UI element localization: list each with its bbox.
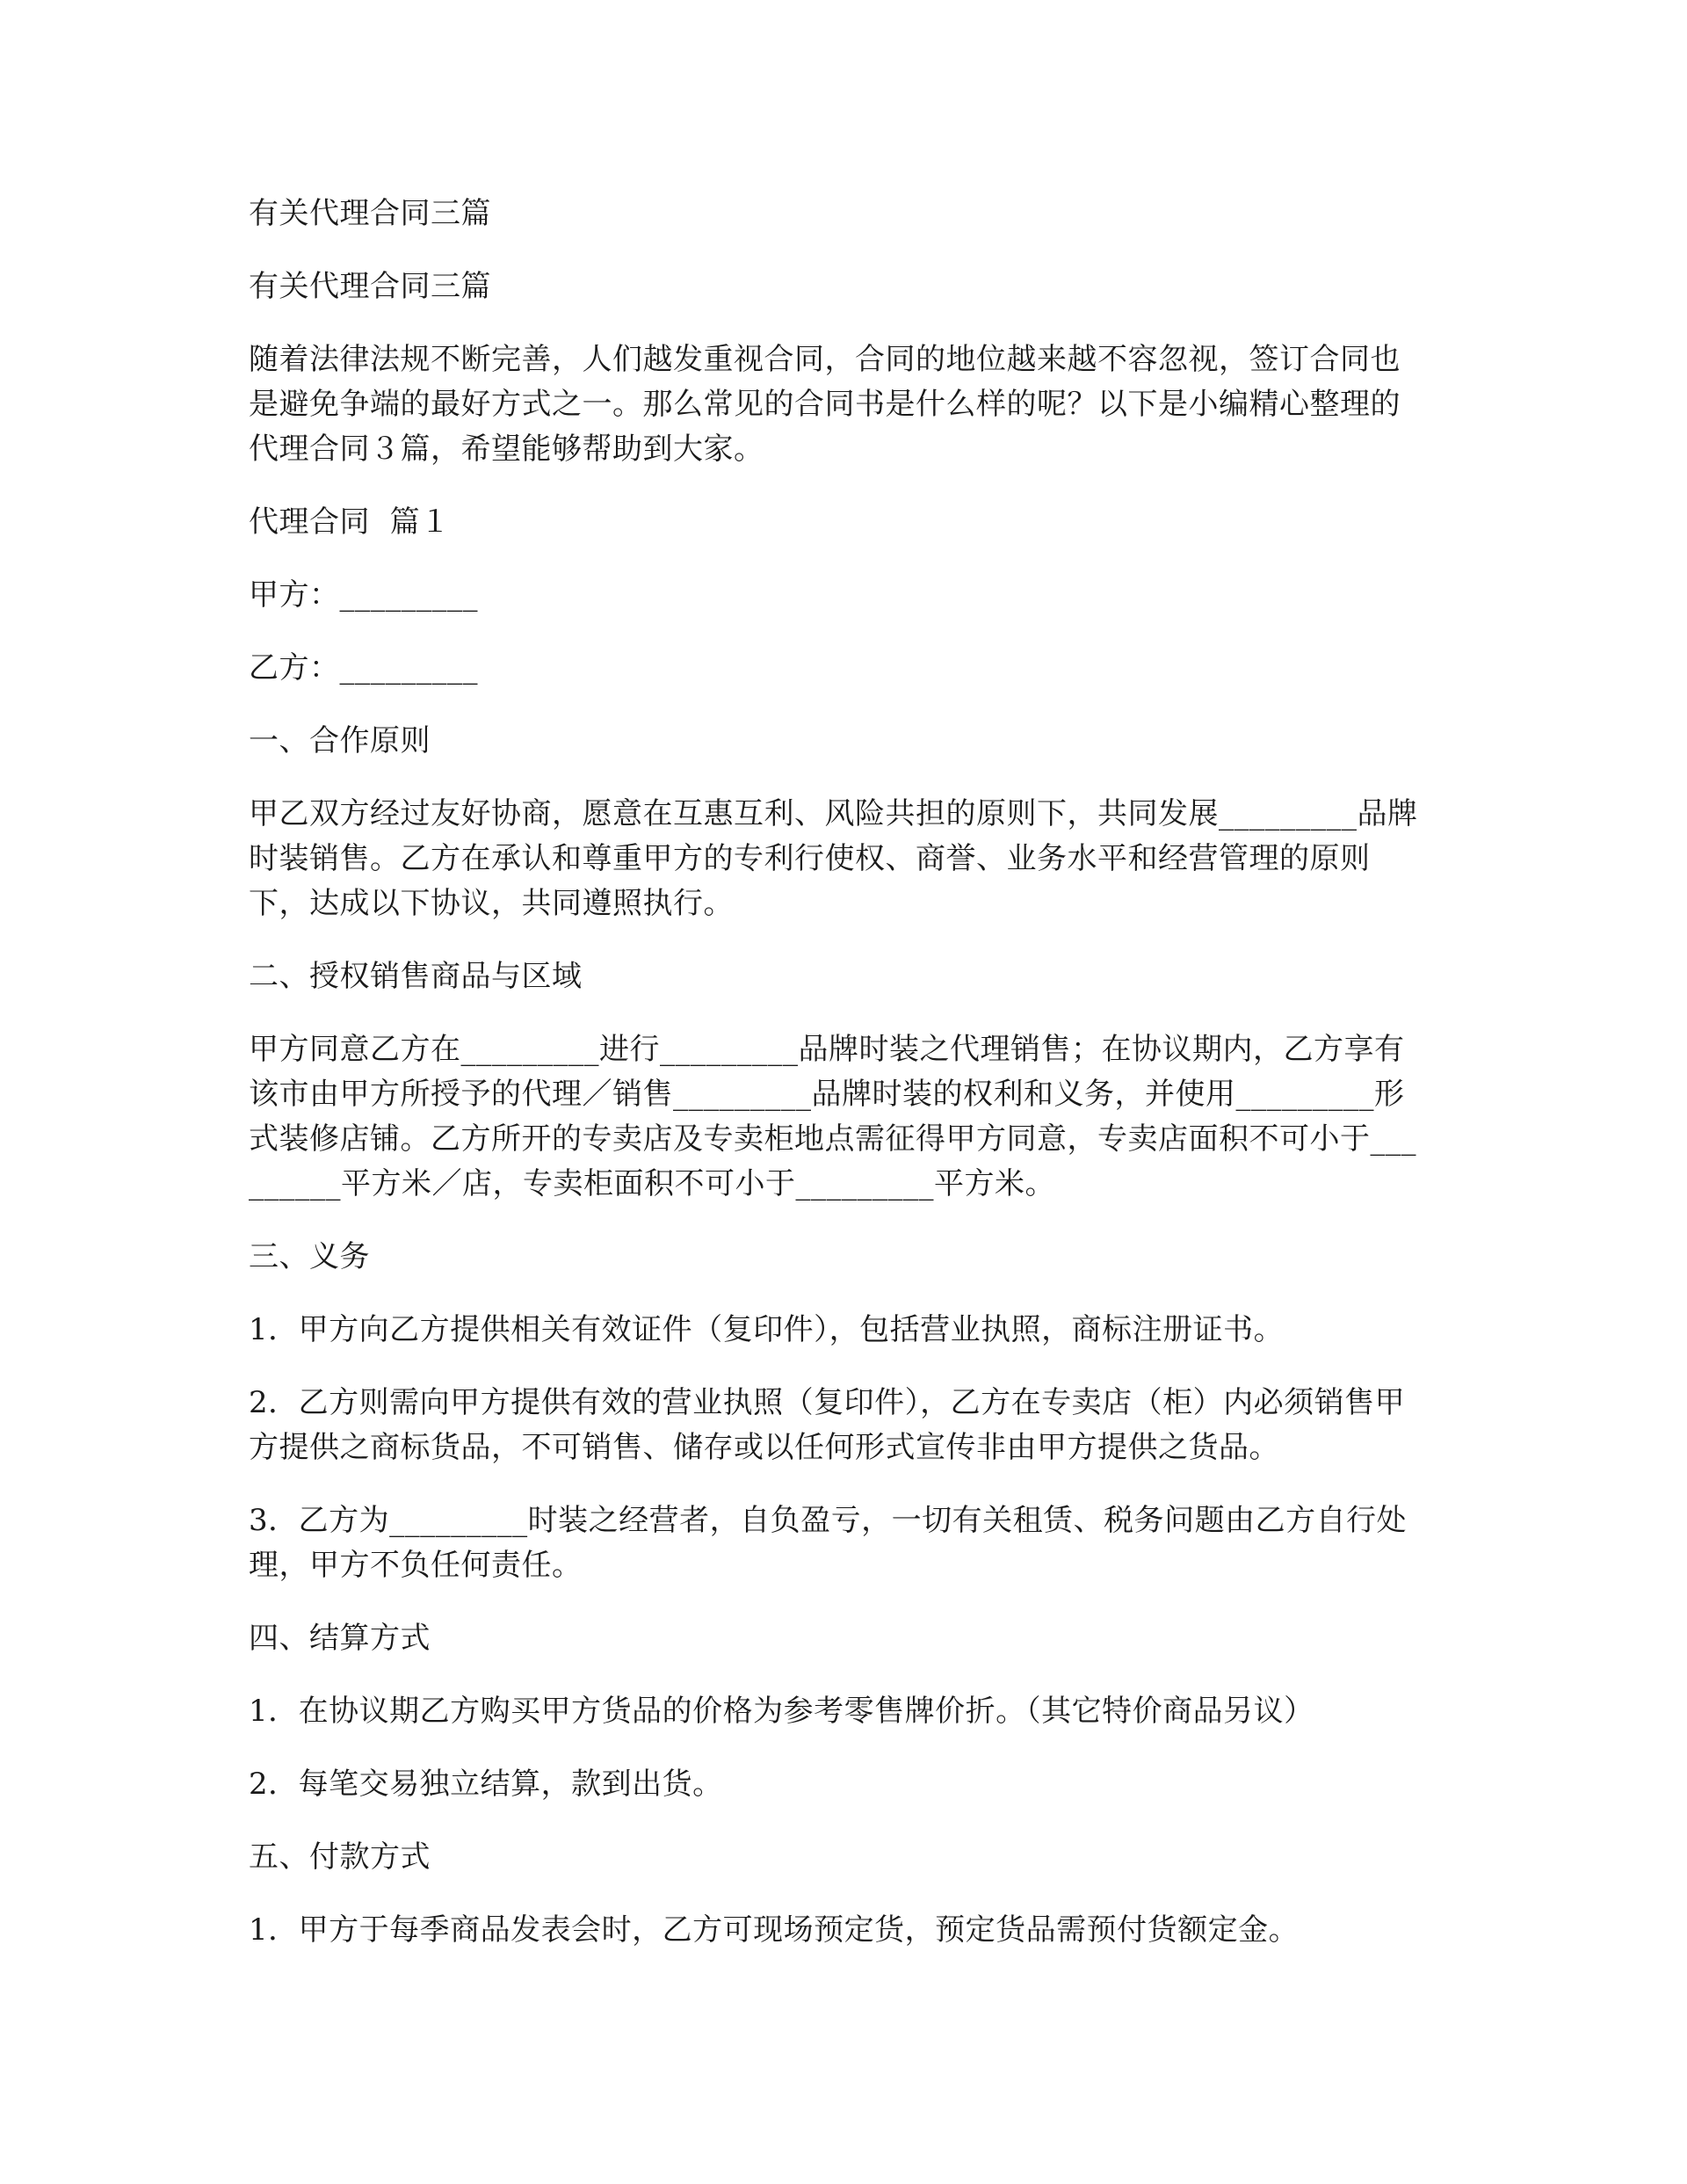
obligation-item-3: 3．乙方为_________时装之经营者，自负盈亏，一切有关租赁、税务问题由乙方自行处理，甲方不负任何责任。 [249, 1503, 1408, 1583]
heading-payment: 五、付款方式 [249, 1839, 431, 1875]
paragraph-authorized-sales: 甲方同意乙方在_________进行_________品牌时装之代理销售；在协议期内，乙方享有该市由甲方所授予的代理／销售_________品牌时装的权利和义务，并使用_________形式装修店铺。乙方所开的专卖店及专卖柜地点需征得甲方同意，专卖店面积不可小于_________平方米／店，专卖柜面积不可小于_________平方米。 [249, 1032, 1416, 1201]
party-a-line: 甲方：_________ [249, 577, 478, 613]
heading-authorized-sales: 二、授权销售商品与区域 [249, 959, 583, 994]
settlement-item-2: 2．每笔交易独立结算，款到出货。 [249, 1767, 723, 1802]
obligation-item-1: 1．甲方向乙方提供相关有效证件（复印件），包括营业执照，商标注册证书。 [249, 1312, 1285, 1347]
heading-cooperation-principle: 一、合作原则 [249, 723, 431, 758]
intro-paragraph: 随着法律法规不断完善，人们越发重视合同，合同的地位越来越不容忽视，签订合同也是避免争端的最好方式之一。那么常见的合同书是什么样的呢？以下是小编精心整理的代理合同３篇，希望能够帮助到大家。 [249, 342, 1401, 467]
document-page [249, 192, 1426, 1981]
document-title: 有关代理合同三篇 [249, 196, 491, 231]
settlement-item-1: 1．在协议期乙方购买甲方货品的价格为参考零售牌价折。（其它特价商品另议） [249, 1694, 1314, 1729]
obligation-item-2: 2．乙方则需向甲方提供有效的营业执照（复印件），乙方在专卖店（柜）内必须销售甲方提供之商标货品，不可销售、储存或以任何形式宣传非由甲方提供之货品。 [249, 1385, 1406, 1465]
heading-obligations: 三、义务 [249, 1239, 370, 1274]
party-b-line: 乙方：_________ [249, 650, 478, 686]
section-heading: 代理合同 篇１ [249, 504, 451, 540]
document-subtitle: 有关代理合同三篇 [249, 269, 491, 304]
payment-item-1: 1．甲方于每季商品发表会时，乙方可现场预定货，预定货品需预付货额定金。 [249, 1912, 1300, 1948]
heading-settlement: 四、结算方式 [249, 1621, 431, 1656]
paragraph-cooperation-principle: 甲乙双方经过友好协商，愿意在互惠互利、风险共担的原则下，共同发展_________品牌时装销售。乙方在承认和尊重甲方的专利行使权、商誉、业务水平和经营管理的原则下，达成以下协议，共同遵照执行。 [249, 796, 1418, 921]
